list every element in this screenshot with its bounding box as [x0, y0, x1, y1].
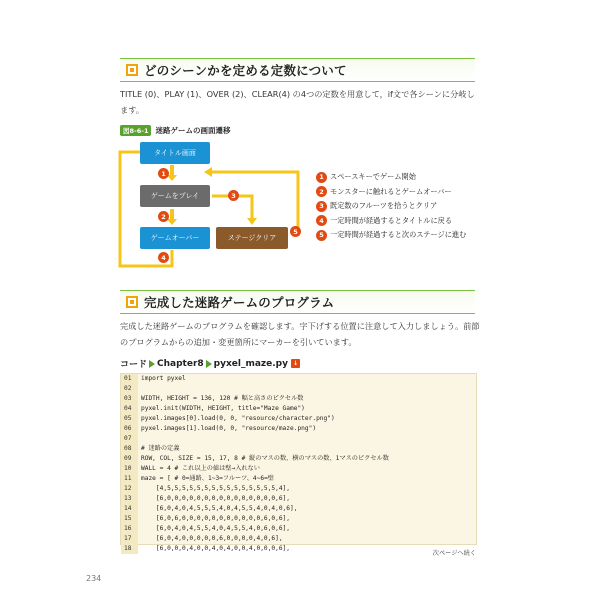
section-paragraph: TITLE (0)、PLAY (1)、OVER (2)、CLEAR(4) の4つの定数を用意して，if文で各シーンに分岐します。	[120, 89, 475, 115]
legend-marker: 4	[316, 215, 327, 226]
line-number: 16	[121, 524, 138, 534]
code-text: ROW, COL, SIZE = 15, 17, 8 # 縦のマスの数、横のマスの数、1マスのピクセル数	[141, 455, 389, 462]
section-title: どのシーンかを定める定数について	[144, 63, 347, 78]
marker-3: 3	[228, 190, 239, 201]
code-text: maze = [ # 0=通路、1~3=フルーツ、4~6=壁	[141, 475, 274, 482]
continue-note: 次ページへ続く	[432, 550, 476, 557]
legend-marker: 2	[316, 186, 327, 197]
code-label-folder: Chapter8	[157, 358, 204, 369]
code-line	[121, 434, 476, 444]
line-number: 03	[121, 394, 138, 404]
code-line	[121, 514, 476, 524]
line-number: 13	[121, 494, 138, 504]
code-text: [6,0,4,0,4,5,5,5,4,0,4,5,5,4,0,4,0,6],	[141, 505, 298, 512]
code-text: pyxel.init(WIDTH, HEIGHT, title="Maze Game")	[141, 405, 305, 412]
section-icon	[126, 296, 138, 308]
code-line	[121, 454, 476, 464]
code-text: [6,0,0,0,4,0,0,4,0,4,0,0,4,0,0,0,6],	[141, 545, 291, 552]
arrowhead-play	[204, 167, 212, 177]
line-number: 02	[121, 384, 138, 394]
code-line	[121, 524, 476, 534]
arrow-play-to-over	[170, 209, 174, 219]
line-number: 18	[121, 544, 138, 554]
code-line	[121, 374, 476, 384]
legend-item	[316, 170, 466, 185]
legend-marker: 1	[316, 172, 327, 183]
marker-4: 4	[158, 252, 169, 263]
legend-item	[316, 228, 466, 243]
line-number: 05	[121, 414, 138, 424]
page-number: 234	[86, 574, 102, 583]
code-text: # 迷路の定義	[141, 445, 180, 452]
code-line	[121, 424, 476, 434]
legend-item	[316, 214, 466, 229]
code-text: [6,0,4,0,4,5,5,4,0,4,5,5,4,0,6,0,6],	[141, 525, 291, 532]
line-number: 12	[121, 484, 138, 494]
line-number: 04	[121, 404, 138, 414]
code-line	[121, 534, 476, 544]
state-title-screen: タイトル画面	[140, 142, 210, 164]
marker-2: 2	[158, 211, 169, 222]
arrowhead-clear	[247, 218, 257, 225]
state-game-over: ゲームオーバー	[140, 227, 210, 249]
code-label-prefix: コード	[120, 360, 148, 370]
line-number: 07	[121, 434, 138, 444]
code-text: pyxel.images[1].load(0, 0, "resource/maze.png")	[141, 425, 317, 432]
code-line	[121, 444, 476, 454]
code-text: WIDTH, HEIGHT = 136, 120 # 幅と高さのピクセル数	[141, 395, 304, 402]
line-number: 11	[121, 474, 138, 484]
section-paragraph: 完成した迷路ゲームのプログラムを確認します。字下げする位置に注意して入力しましょう。前節のプログラムからの追加・変更箇所にマーカーを引いています。	[120, 321, 480, 347]
code-listing	[120, 373, 477, 552]
legend-item	[316, 185, 466, 200]
line-number: 09	[121, 454, 138, 464]
code-text: [6,0,6,0,0,0,0,0,0,0,0,0,0,0,6,0,6],	[141, 515, 291, 522]
section-heading-complete-program	[120, 290, 475, 314]
code-line	[121, 464, 476, 474]
code-text: WALL = 4 # これ以上の値は壁→入れない	[141, 465, 260, 472]
code-line	[121, 394, 476, 404]
state-stage-clear: ステージクリア	[216, 227, 288, 249]
line-number: 06	[121, 424, 138, 434]
arrowhead-play-down	[167, 175, 177, 181]
legend-text: 既定数のフルーツを拾うとクリア	[330, 201, 438, 211]
figure-tag: 図8-6-1	[120, 125, 151, 136]
code-label	[120, 357, 300, 370]
legend-text: スペースキーでゲーム開始	[330, 172, 416, 182]
figure-title: 迷路ゲームの画面遷移	[155, 125, 231, 135]
legend-item	[316, 199, 466, 214]
line-number: 15	[121, 514, 138, 524]
arrow-icon	[206, 360, 212, 368]
line-number: 14	[121, 504, 138, 514]
code-line	[121, 494, 476, 504]
code-text: [6,0,0,0,0,0,0,0,0,0,0,0,0,0,0,0,6],	[141, 495, 291, 502]
line-number: 10	[121, 464, 138, 474]
code-label-filename: pyxel_maze.py	[213, 358, 288, 369]
section-title: 完成した迷路ゲームのプログラム	[144, 295, 335, 310]
arrowhead-over-down	[167, 219, 177, 225]
code-text: [6,0,4,0,0,0,0,0,6,0,0,0,0,4,0,6],	[141, 535, 283, 542]
legend-text: 一定時間が経過するとタイトルに戻る	[330, 215, 453, 225]
line-number: 08	[121, 444, 138, 454]
code-line	[121, 384, 476, 394]
figure-legend	[316, 170, 466, 243]
download-icon: ↓	[292, 360, 298, 367]
code-line	[121, 404, 476, 414]
code-text: pyxel.images[0].load(0, 0, "resource/character.png")	[141, 415, 335, 422]
code-line	[121, 504, 476, 514]
legend-text: モンスターに触れるとゲームオーバー	[330, 186, 452, 196]
line-number: 01	[121, 374, 138, 384]
marker-5: 5	[290, 226, 301, 237]
state-play: ゲームをプレイ	[140, 185, 210, 207]
code-text: [4,5,5,5,5,5,5,5,5,5,5,5,5,5,5,5,4],	[141, 485, 291, 492]
code-text: import pyxel	[141, 375, 186, 382]
legend-marker: 5	[316, 230, 327, 241]
marker-1: 1	[158, 168, 169, 179]
legend-text: 一定時間が経過すると次のステージに進む	[330, 230, 467, 240]
code-line	[121, 544, 476, 554]
legend-marker: 3	[316, 201, 327, 212]
line-number: 17	[121, 534, 138, 544]
code-line	[121, 414, 476, 424]
code-line	[121, 484, 476, 494]
arrow-icon	[149, 360, 155, 368]
arrow-title-to-play	[170, 165, 174, 175]
code-line	[121, 474, 476, 484]
